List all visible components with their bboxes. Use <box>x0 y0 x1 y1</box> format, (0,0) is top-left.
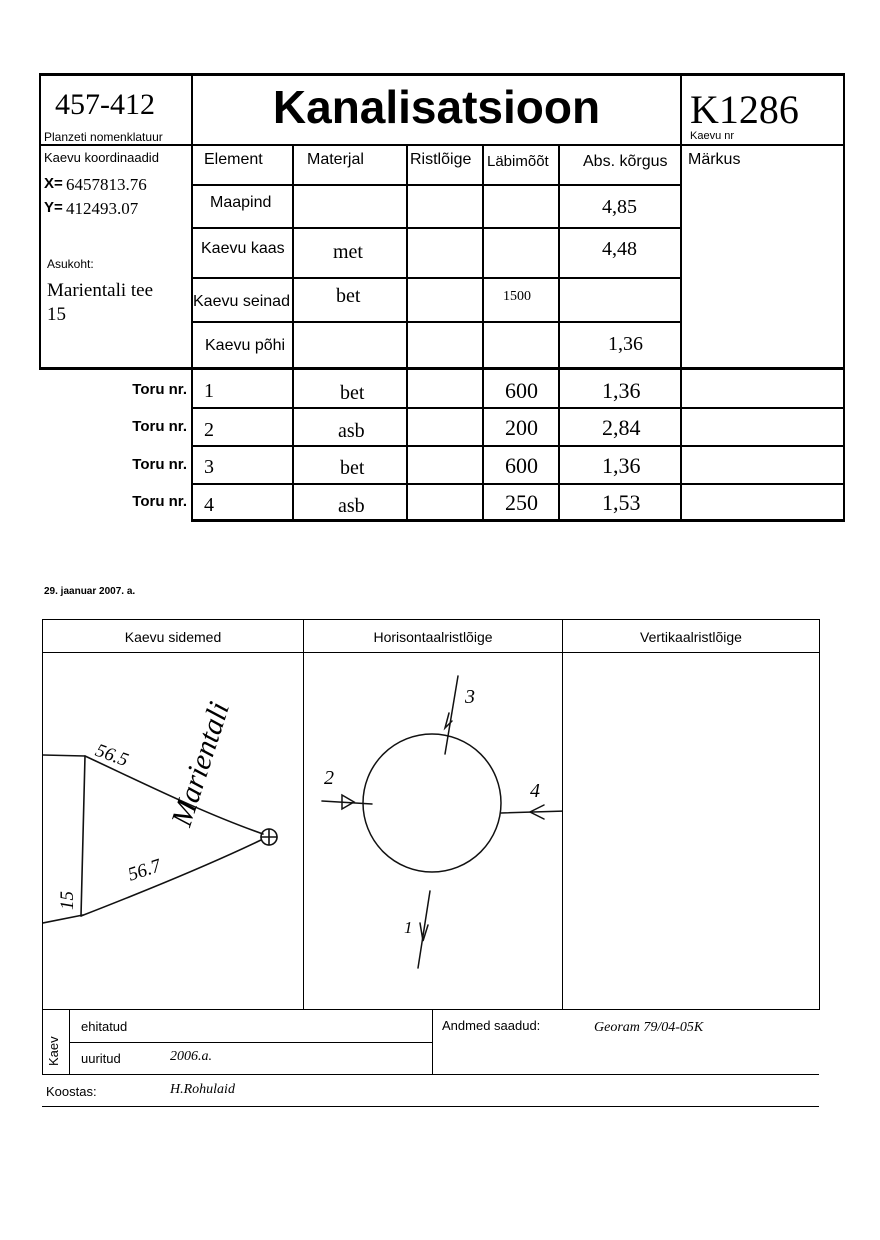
horizontal-section-drawing <box>304 653 562 1009</box>
pipe-row-height: 1,36 <box>602 453 641 478</box>
element-row-diameter: 1500 <box>503 289 531 304</box>
element-row-label: Kaevu põhi <box>205 337 286 354</box>
pipe-1-handwritten: 1 <box>404 918 413 937</box>
location-label: Asukoht: <box>47 257 94 271</box>
element-row-height: 4,48 <box>602 238 637 260</box>
col-header-material: Materjal <box>307 151 364 168</box>
col-header-diameter: Läbimõõt <box>487 153 549 170</box>
element-row-height: 4,85 <box>602 196 637 218</box>
footer-side-label: Kaev <box>46 1036 61 1066</box>
map-code-label: Planzeti nomenklatuur <box>44 130 163 144</box>
y-label: Y= <box>44 199 63 216</box>
element-row-material: bet <box>336 285 361 307</box>
pipe-row-number: 1 <box>204 380 214 402</box>
pipe-3-handwritten: 3 <box>465 686 475 708</box>
col-header-abs-height: Abs. kõrgus <box>583 153 668 170</box>
pipe-row-material: asb <box>338 495 365 517</box>
pipe-row-height: 1,53 <box>602 490 641 515</box>
compiled-by-label: Koostas: <box>46 1084 97 1099</box>
pipe-row-diameter: 250 <box>505 490 538 515</box>
pipe-row-material: bet <box>340 382 365 404</box>
data-source-label: Andmed saadud: <box>442 1018 541 1033</box>
surveyed-value: 2006.a. <box>170 1049 212 1064</box>
pipe-row-label: Toru nr. <box>132 381 187 398</box>
element-row-label: Maapind <box>210 194 272 211</box>
pipe-row-label: Toru nr. <box>132 456 187 473</box>
document-date: 29. jaanuar 2007. a. <box>44 586 136 597</box>
y-coordinate: 412493.07 <box>66 199 139 218</box>
distance-2-handwritten: 56.7 <box>125 855 164 886</box>
pipe-4-handwritten: 4 <box>530 780 540 802</box>
sketch-header-horizontal: Horisontaalristlõige <box>373 629 493 645</box>
element-row-material: met <box>333 241 363 263</box>
location-line2: 15 <box>47 304 66 325</box>
built-label: ehitatud <box>81 1019 128 1034</box>
location-line1: Marientali tee <box>47 280 154 301</box>
pipe-row-number: 2 <box>204 419 214 441</box>
sketch-header-vertical: Vertikaalristlõige <box>640 629 742 645</box>
pipe-2-handwritten: 2 <box>324 767 334 789</box>
pipe-row-material: asb <box>338 420 365 442</box>
data-source-value: Georam 79/04-05K <box>594 1020 704 1035</box>
pipe-row-number: 4 <box>204 494 214 516</box>
pipe-row-number: 3 <box>204 456 214 478</box>
pipe-row-diameter: 600 <box>505 378 538 403</box>
element-row-label: Kaevu kaas <box>201 240 285 257</box>
element-row-height: 1,36 <box>608 333 643 355</box>
street-name-handwritten: Marientali <box>165 697 237 831</box>
x-label: X= <box>44 175 63 192</box>
well-number-label: Kaevu nr <box>690 130 735 142</box>
col-header-cross-section: Ristlõige <box>410 151 472 168</box>
coords-label: Kaevu koordinaadid <box>44 150 159 165</box>
location-sketch <box>43 653 303 1009</box>
pipe-row-height: 2,84 <box>602 415 641 440</box>
x-coordinate: 6457813.76 <box>66 175 147 194</box>
pipe-row-label: Toru nr. <box>132 418 187 435</box>
pipe-row-diameter: 200 <box>505 415 538 440</box>
surveyed-label: uuritud <box>81 1051 121 1066</box>
element-row-label: Kaevu seinad <box>193 293 290 310</box>
col-header-notes: Märkus <box>688 151 741 168</box>
side-distance-handwritten: 15 <box>57 891 78 910</box>
well-number: K1286 <box>690 87 799 132</box>
distance-1-handwritten: 56.5 <box>92 739 132 772</box>
map-code: 457-412 <box>55 88 155 121</box>
sketch-header-connections: Kaevu sidemed <box>124 629 222 645</box>
pipe-row-label: Toru nr. <box>132 493 187 510</box>
page-title: Kanalisatsioon <box>272 81 601 133</box>
pipe-row-diameter: 600 <box>505 453 538 478</box>
col-header-element: Element <box>204 151 263 168</box>
pipe-row-height: 1,36 <box>602 378 641 403</box>
pipe-row-material: bet <box>340 457 365 479</box>
compiled-by-value: H.Rohulaid <box>170 1082 235 1097</box>
